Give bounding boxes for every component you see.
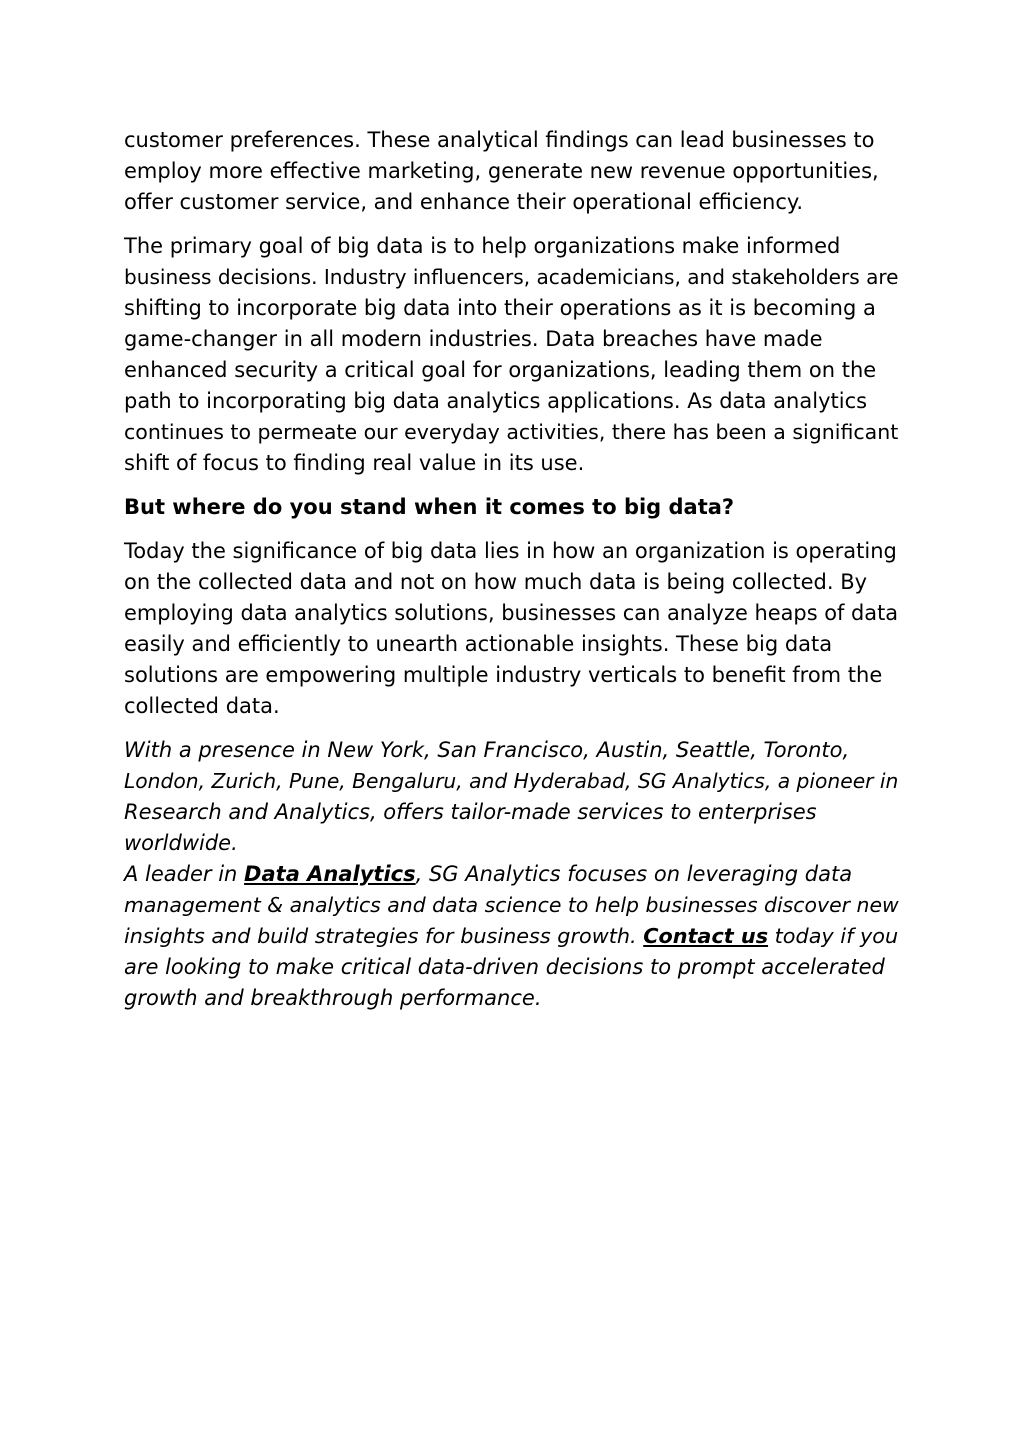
text-line	[124, 921, 899, 952]
text-line: collected data.	[124, 694, 280, 718]
text-line: Research and Analytics, offers tailor-made services to enterprises	[124, 800, 817, 824]
text-line: on the collected data and not on how much data is being collected. By	[124, 570, 868, 594]
text-fragment: , SG Analytics focuses on leveraging data	[415, 862, 853, 886]
text-line: easily and efficiently to unearth actionable insights. These big data	[124, 632, 833, 656]
text-line: shift of focus to finding real value in its use.	[124, 451, 585, 475]
contact-us-link[interactable]: Contact us	[643, 924, 769, 948]
text-line: customer preferences. These analytical findings can lead businesses to	[124, 128, 875, 152]
text-line: The primary goal of big data is to help organizations make informed	[124, 234, 841, 258]
text-fragment: today if you	[768, 924, 899, 948]
text-line: offer customer service, and enhance their operational efficiency.	[124, 190, 804, 214]
data-analytics-link[interactable]: Data Analytics	[244, 862, 416, 886]
text-line: enhanced security a critical goal for organizations, leading them on the	[124, 358, 877, 382]
section-heading: But where do you stand when it comes to big data?	[124, 495, 735, 519]
paragraph-company-leader	[124, 859, 899, 1014]
text-line: Today the significance of big data lies in how an organization is operating	[124, 539, 897, 563]
text-line: worldwide.	[124, 831, 238, 855]
text-line: management & analytics and data science to help businesses discover new	[124, 893, 899, 917]
paragraph-significance	[124, 536, 899, 722]
text-line: business decisions. Industry influencers, academicians, and stakeholders are	[124, 265, 899, 289]
text-fragment: A leader in	[124, 862, 245, 886]
text-line: are looking to make critical data-driven decisions to prompt accelerated	[124, 955, 885, 979]
paragraph-company-presence	[124, 735, 899, 859]
text-line: employ more effective marketing, generate new revenue opportunities,	[124, 159, 879, 183]
document-body	[124, 125, 899, 1014]
text-line	[124, 859, 899, 890]
paragraph-customer-preferences	[124, 125, 899, 218]
text-line: employing data analytics solutions, businesses can analyze heaps of data	[124, 601, 899, 625]
text-line: growth and breakthrough performance.	[124, 986, 542, 1010]
text-line: London, Zurich, Pune, Bengaluru, and Hyderabad, SG Analytics, a pioneer in	[124, 769, 899, 793]
text-line: solutions are empowering multiple industry verticals to benefit from the	[124, 663, 883, 687]
text-line: path to incorporating big data analytics applications. As data analytics	[124, 389, 868, 413]
text-line: continues to permeate our everyday activities, there has been a significant	[124, 420, 899, 444]
text-line: With a presence in New York, San Francisco, Austin, Seattle, Toronto,	[124, 738, 850, 762]
paragraph-primary-goal	[124, 231, 899, 479]
text-line: shifting to incorporate big data into their operations as it is becoming a	[124, 296, 876, 320]
text-fragment: insights and build strategies for business growth.	[124, 924, 644, 948]
text-line: game-changer in all modern industries. Data breaches have made	[124, 327, 823, 351]
